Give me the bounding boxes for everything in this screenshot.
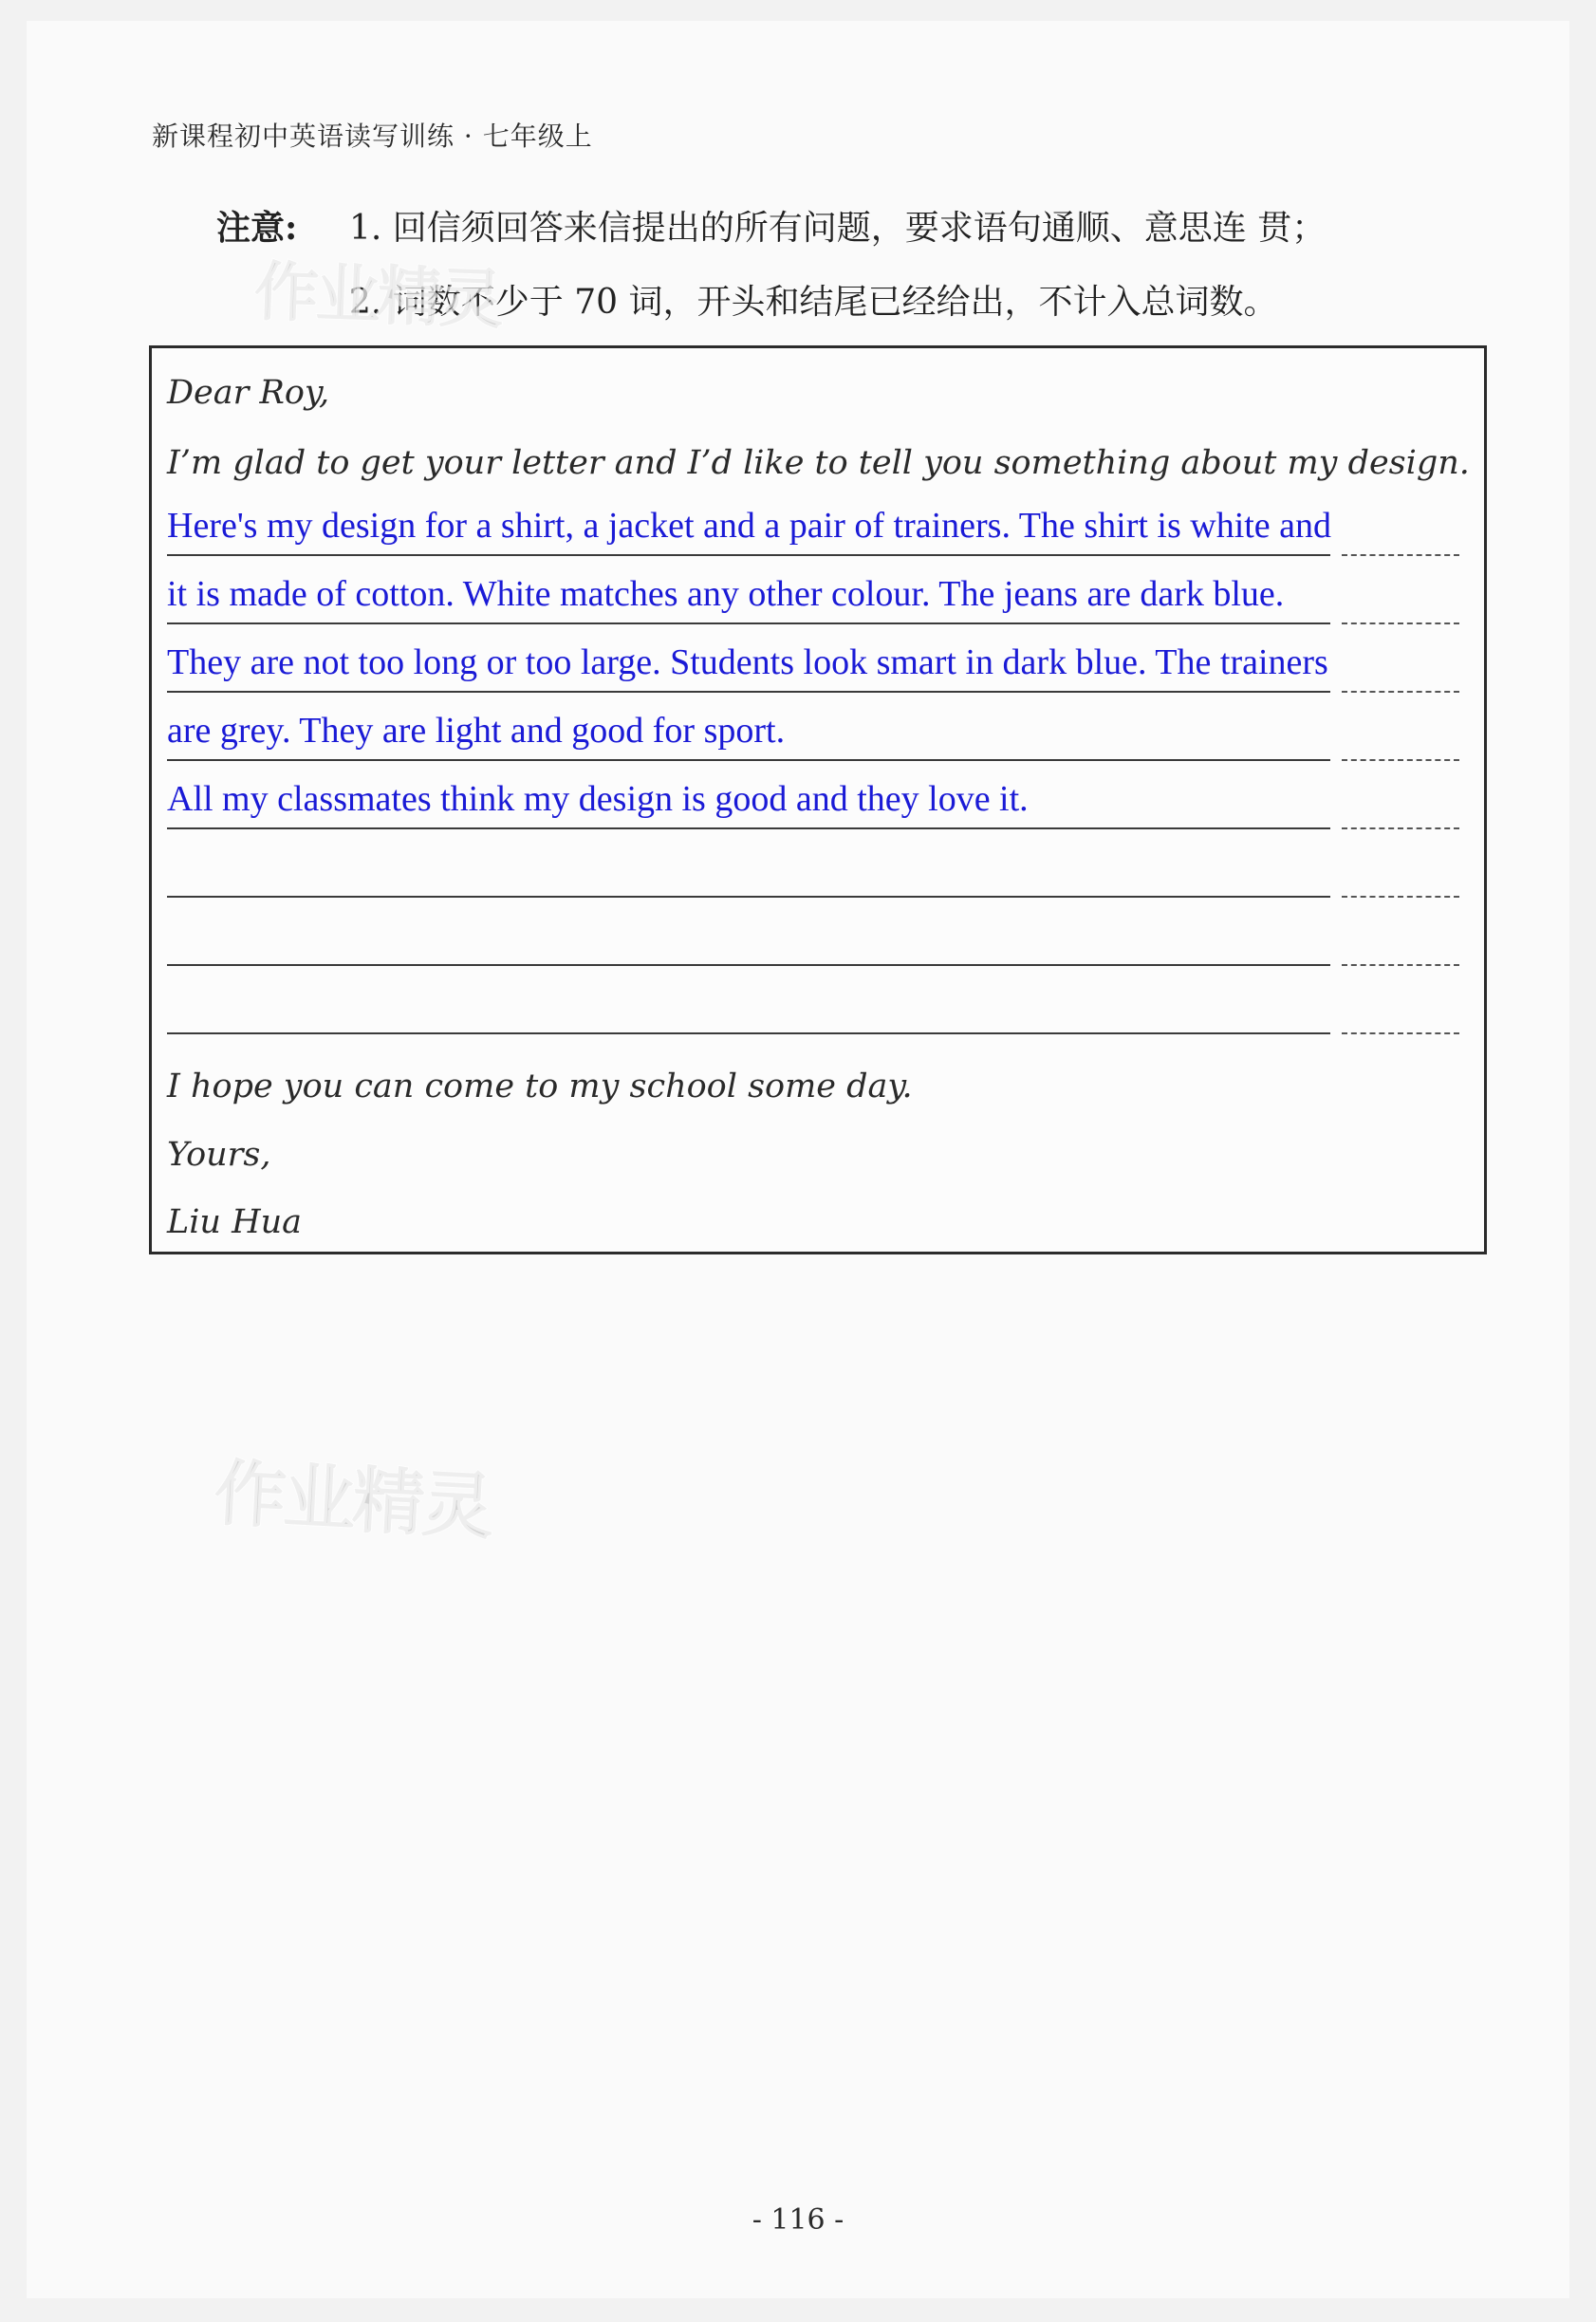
- letter-closing: I hope you can come to my school some day.: [167, 1068, 913, 1105]
- letter-salutation: Dear Roy,: [167, 374, 330, 412]
- answer-line: [167, 898, 1469, 966]
- answer-line: [167, 556, 1469, 624]
- answer-line: [167, 761, 1469, 829]
- answer-text: it is made of cotton. White matches any other colour. The jeans are dark blue.: [167, 574, 1285, 614]
- answer-line: [167, 624, 1469, 693]
- note-item-2: 2. 词数不少于 70 词，开头和结尾已经给出，不计入总词数。: [349, 283, 1278, 322]
- answer-line: [167, 829, 1469, 898]
- letter-signoff: Yours,: [167, 1136, 271, 1174]
- note-label: 注意:: [216, 208, 298, 248]
- answer-text: All my classmates think my design is good and they love it.: [167, 779, 1029, 819]
- watermark-logo: 作业精灵: [212, 1450, 493, 1550]
- page-header: 新课程初中英语读写训练 · 七年级上: [152, 121, 593, 152]
- writing-rule-dash: [1342, 1032, 1459, 1034]
- answer-line: [167, 966, 1469, 1034]
- answer-line: [167, 693, 1469, 761]
- answer-text: are grey. They are light and good for sport.: [167, 711, 786, 751]
- answer-line: [167, 488, 1469, 556]
- answer-text: Here's my design for a shirt, a jacket and a pair of trainers. The shirt is white and: [167, 506, 1332, 546]
- note-item-1: 1. 回信须回答来信提出的所有问题，要求语句通顺、意思连 贯；: [349, 209, 1327, 248]
- watermark-logo: 作业精灵: [252, 254, 503, 339]
- writing-rule: [167, 1032, 1330, 1034]
- letter-intro: I’m glad to get your letter and I’d like to tell you something about my design.: [167, 444, 1470, 482]
- page-number: - 116 -: [752, 2203, 844, 2237]
- answer-text: They are not too long or too large. Students look smart in dark blue. The trainers: [167, 642, 1328, 682]
- letter-signature: Liu Hua: [167, 1203, 303, 1241]
